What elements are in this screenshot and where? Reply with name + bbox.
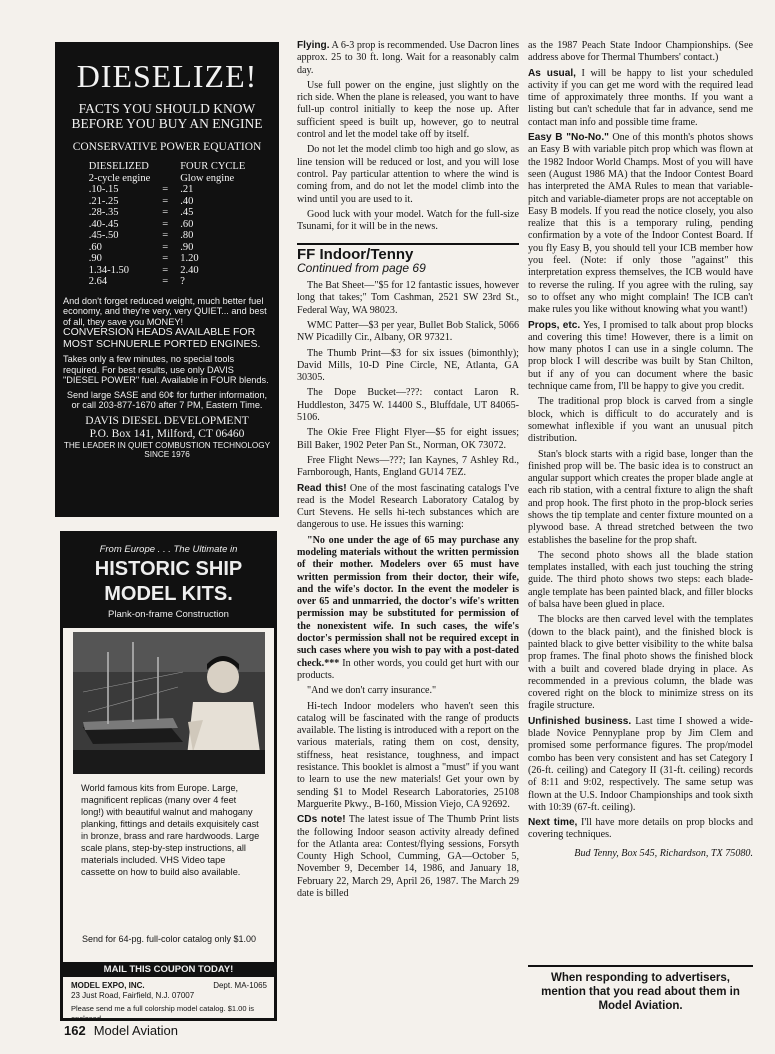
paragraph: Stan's block starts with a rigid base, longer than the finished prop will be. The basic idea is to construct an angular support which creates the proper blade angle at each rib station, with a central fixture to align the shaft and prop hook. The first photo in the prop-block series shows the tip template and center fixture mounted on a plywood base. A thread stretched between the two establishes the baseline for the prop shaft. [528,448,753,546]
run-in-head: Next time, [528,817,578,829]
ship-photo [73,632,265,774]
coupon [71,981,267,1024]
run-in-head: Read this! [297,482,347,494]
article-column-right [528,40,753,860]
paragraph [528,132,753,316]
paragraph: as the 1987 Peach State Indoor Championships. (See address above for Thermal Thumbers' contact.) [528,40,753,64]
power-table: DIESELIZED FOUR CYCLE 2-cycle engine Glow engine .10-.15 = .21 .21-.25 = .40 .28-.35 = .45 .40-.45 = .60 .45-.50 = .80 .60 = .90 .90 = 1.20 1.34-1.50 = 2.40 2.64 = ? [83,161,252,288]
cell: .45 [180,207,194,218]
list-item: Free Flight News—???; Ian Kaynes, 7 Ashley Rd., Farnborough, Hants, England GU14 7EZ. [297,454,519,479]
ad-text: Takes only a few minutes, no special tools required. For best results, use only DAVIS "DIESEL POWER" fuel. Available in FOUR blends. [63,354,269,385]
col-head: FOUR CYCLE [180,161,246,172]
ad-text: Send large SASE and 60¢ for further information, or call 203-877-1670 after 7 PM, Eastern Time. [66,389,268,410]
ad-headline: HISTORIC SHIP [94,558,243,580]
paragraph [297,814,519,900]
tagline: THE LEADER IN QUIET COMBUSTION TECHNOLOGY SINCE 1976 [63,440,271,459]
section-title: FF Indoor/Tenny [297,246,414,264]
cell: .60 [180,218,194,230]
coupon-dept: Dept. MA-1065 [213,981,267,990]
page-number: 162 [64,1023,86,1038]
company-name: DAVIS DIESEL DEVELOPMENT [85,414,249,427]
ad-title: DIESELIZE! [76,58,258,94]
col-head: DIESELIZED [88,161,149,172]
cell: .90 [88,253,102,264]
list-item: The Okie Free Flight Flyer—$5 for eight issues; Bill Baker, 1902 Peter Pan St., Norman, OK 73072. [297,427,519,451]
cell: .45-.50 [88,230,119,241]
paragraph: Use full power on the engine, just slightly on the rich side. When the plane is released, you want to have full-up control initially to keep the nose up. After sufficient speed is built up, however, go to neutral control and let the model take off by itself. [297,79,519,141]
paragraph: The blocks are then carved level with the templates (down to the black paint), and the finished block is painted black to give better visibility to the white balsa prop frames. The final photo shows the finished block with a built and covered blade drying in place. As recommended in a previous column, the blade was covered right on the block to minimize stress on its fragile structure. [528,614,753,712]
cell: 2.64 [88,276,108,287]
text: I'll have more details on prop blocks and covering techniques. [528,817,754,841]
ad-subhead: Plank-on-frame Construction [108,609,229,620]
cell: .28-.35 [88,207,119,218]
list-item: WMC Patter—$3 per year, Bullet Bob Stalick, 5066 NW Picadilly Cir., Albany, OR 97321. [297,319,519,344]
cell: ? [180,276,185,287]
cell: .60 [88,241,102,253]
paragraph [528,817,753,842]
cell: .80 [180,230,194,241]
text: I will be happy to list your scheduled activity if you can get me word with the required lead time of approximately three months. If you want a listing but can't schedule that far in advance, send me contact man info and possible time frame. [528,67,753,128]
text: The latest issue of The Thumb Print lists the following Indoor season activity already defined for the Atlanta area: Contest/flying sessions, Forsyth County High School, Cumming, GA—October 5, November 9, December 14, 1986, and January 18, February 22, March 29, April 26, 1987. The March 29 date is billed [297,814,519,899]
run-in-head: Flying. [297,40,330,51]
paragraph: Good luck with your model. Watch for the full-size Tsunami, for it will be in the news. [297,208,519,233]
paragraph [528,716,753,814]
paragraph: The second photo shows all the blade station templates installed, with each just touching the string guide. The third photo shows two steps: each blade-angle template has been painted black, and filler blocks of balsa have been glued in place. [528,549,753,611]
list-item: The Bat Sheet—"$5 for 12 fantastic issues, however long that takes;" Tom Cashman, 2521 SW 23rd St., Federal Way, WA 98023. [297,280,519,316]
run-in-head: Props, etc. [528,319,581,331]
paragraph: Hi-tech Indoor modelers who haven't seen this catalog will be fascinated with the range of products available. The listing is introduced with a report on the various materials, rating them on cost, density, stiffness, heat resistance, toughness, and impact resistance. This booklet is almost a "must" if you want to learn to use the new materials! Get your own by sending $1 to Model Research Laboratories, 25108 Marguerite Pkwy., B-160, Mission Viejo, CA 92692. [297,700,519,810]
ad-equation: CONSERVATIVE POWER EQUATION [72,141,262,153]
dieselize-ad [55,42,279,517]
ship-model-ad [60,531,277,1021]
advertiser-notice: When responding to advertisers, mention that you read about them in Model Aviation. [528,965,753,1013]
run-in-head: Unfinished business. [528,715,632,727]
cell: .90 [180,241,194,253]
ad-body: World famous kits from Europe. Large, magnificent replicas (many over 4 feet long!) with beautiful walnut and mahogany planking, fittings and details exquisitely cast in bronze, brass and rare hardwoods. Large scale plans, step-by-step instructions, all materials included. VHS Video tape cassette on how to build also available. [81,783,260,877]
cell: .21 [180,184,194,195]
run-in-head: CDs note! [297,814,346,826]
coupon-banner: MAIL THIS COUPON TODAY! [60,962,277,977]
page-footer [64,1023,178,1038]
cell: .10-.15 [88,184,119,195]
ad-text: And don't forget reduced weight, much better fuel economy, and they're very, very QUIET... and best of all, they save you MONEY! [63,295,267,327]
list-item: The Thumb Print—$3 for six issues (bimonthly); David Mills, 10-D Pine Circle, NE, Atlanta, GA 30305. [297,347,519,384]
paragraph [297,40,519,77]
ad-tag: From Europe . . . The Ultimate in [99,544,238,555]
paragraph: The traditional prop block is carved from a single block, which is difficult to do accurately and is somewhat inflexible if you want an unusual pitch distribution. [528,396,753,445]
cell: 2.40 [180,264,199,276]
cell: .40 [180,195,194,207]
text: A 6-3 prop is recommended. Use Dacron lines approx. 25 to 30 ft. long. Wait for a reasonably calm day. [297,40,519,76]
coupon-company: MODEL EXPO, INC. [71,981,145,990]
ad-facts: FACTS YOU SHOULD KNOW BEFORE YOU BUY AN ENGINE [71,101,263,131]
text: In other words, you could get hurt with our products. [297,657,519,681]
col-sub: 2-cycle engine [88,172,151,184]
run-in-head: Easy B "No-No." [528,132,609,144]
coupon-text: Please send me a full colorship model catalog. $1.00 is enclosed. [71,1004,255,1023]
run-in-head: As usual, [528,67,576,79]
cell: 1.34-1.50 [88,264,129,276]
cell: .40-.45 [88,218,119,230]
cell: .21-.25 [88,195,119,207]
ad-headline: MODEL KITS. [104,583,233,605]
author-signature: Bud Tenny, Box 545, Richardson, TX 75080. [574,847,753,859]
section-continued: Continued from page 69 [297,260,426,275]
text: Yes, I promised to talk about prop blocks and covering this time! However, there is a limit on how many photos I can use in a single column. The prop block I will describe was built by Stan Chilton, but if any of you can document where the basic technique came from, I'll be happy to give you credit. [528,319,754,393]
warning-quote: "No one under the age of 65 may purchase any modeling materials without the written permission of their mother. Modelers over 65 must have written permission from their doctor, their wife, and the wife's doctor. In the event the modeler is over 65 and unmarried, the doctor's wife's written permission may be substituted for permission of the nonexistent wife. In such cases, the wife's doctor's permission shall not be required except in such cases where you wish to pay with a post-dated check.*** [297,534,519,669]
paragraph [297,483,519,532]
ad-header [63,534,274,628]
article-column-middle [297,40,519,903]
company-address: P.O. Box 141, Milford, CT 06460 [89,427,245,440]
paragraph [528,68,753,129]
col-sub: Glow engine [180,172,235,184]
magazine-name: Model Aviation [93,1023,179,1038]
text: One of the most fascinating catalogs I've read is the Model Research Laboratory Catalog by Curt Stevens. He sells hi-tech substances which are dangerous to use. He issues this warning: [297,482,520,531]
text: One of this month's photos shows an Easy B with variable pitch prop which was flown at the 1982 Indoor World Champs. Most of you will have seen (August 1986 MA) that the Indoor Contest Board has interpreted the AMA Rules to mean that variable-pitch and variable-diameter props are not acceptable on Easy B models. If you read the notice closely, you also realize that this is a temporary ruling, pending confirmation by a vote of the Indoor Contest Board. If you fly Easy B, you should tell your ICB member how you feel. (Note: if only those "against" this interpretation express themselves, the ICB would have to reverse the ruling. If you agree with the ruling, say so to offset any who might complain! The ICB can't make rules you like without knowing what you want!) [528,132,754,316]
cell: 1.20 [180,253,199,264]
ad-text: CONVERSION HEADS AVAILABLE FOR MOST SCHNUERLE PORTED ENGINES. [63,326,261,350]
paragraph: Do not let the model climb too high and go slow, as line tension will be reduced or lost, and you will lose control. Pay particular attention to where the wind is coming from, and do not let the model climb into the wind until you are used to it. [297,144,519,205]
coupon-address: 23 Just Road, Fairfield, N.J. 07007 [71,991,195,1000]
list-item: The Dope Bucket—???: contact Laron R. Huddleston, 3475 W. 14400 S., Bluffdale, UT 84065-5106. [297,387,519,424]
section-header [297,243,519,274]
paragraph: "And we don't carry insurance." [307,685,437,697]
text: Last time I showed a wide-blade Novice Pennyplane prop by Jim Clem and promised some performance figures. The prop/model combo has been very consistent and has set Category I (26-ft. ceiling) and Category II (31-ft. ceiling) records of 8:11 and 9:02, respectively. The same setup was flown at the U.S. Indoor Championships and took sixth with 10:39 (67-ft. ceiling). [528,715,753,813]
paragraph [297,535,519,683]
paragraph [528,320,753,394]
catalog-offer: Send for 64-pg. full-color catalog only $1.00 [81,934,257,944]
